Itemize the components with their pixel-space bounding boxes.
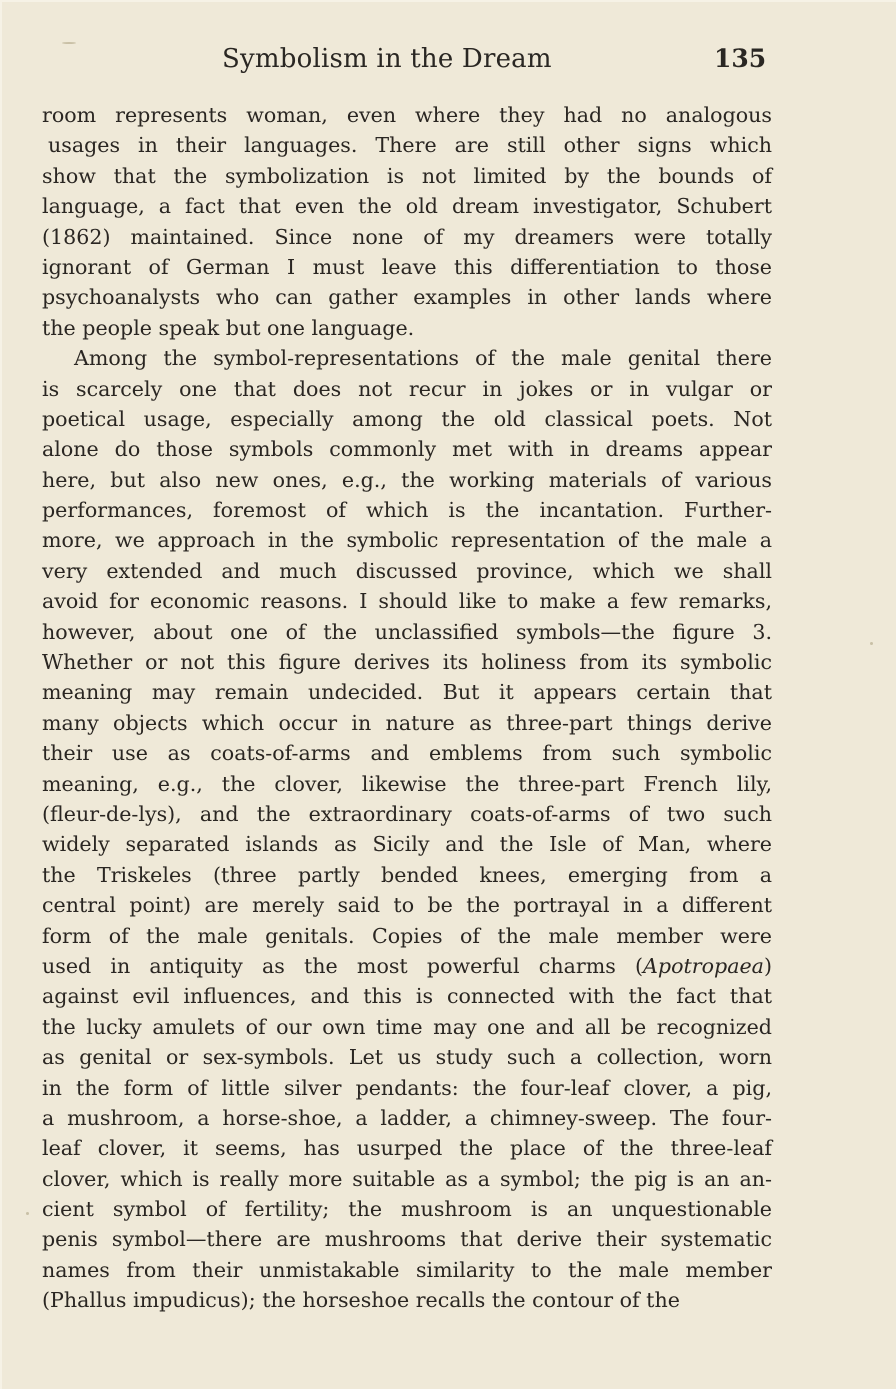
paper-speck bbox=[870, 642, 873, 645]
text-line: the lucky amulets of our own time may one and all be recognized bbox=[42, 1014, 772, 1039]
text-line: their use as coats-of-arms and emblems from such symbolic bbox=[42, 741, 772, 766]
text-line: as genital or sex-symbols. Let us study such a collection, worn bbox=[42, 1045, 772, 1070]
text-line: form of the male genitals. Copies of the male member were bbox=[42, 923, 772, 948]
text-line: leaf clover, it seems, has usurped the place of the three-leaf bbox=[42, 1136, 772, 1161]
text-line: is scarcely one that does not recur in jokes or in vulgar or bbox=[42, 376, 772, 401]
text-line: Among the symbol-representations of the male genital there bbox=[74, 346, 772, 371]
paper-speck bbox=[62, 42, 76, 44]
page-number: 135 bbox=[714, 44, 767, 73]
text-line: meaning may remain undecided. But it appears certain that bbox=[42, 680, 772, 705]
text-line: room represents woman, even where they had no analogous bbox=[42, 103, 772, 127]
text-line: language, a fact that even the old dream investigator, Schubert bbox=[42, 194, 772, 219]
running-head bbox=[2, 44, 896, 84]
text-line: a mushroom, a horse-shoe, a ladder, a chimney-sweep. The four- bbox=[42, 1105, 772, 1130]
text-line: clover, which is really more suitable as a symbol; the pig is an an- bbox=[42, 1166, 772, 1191]
paper-speck bbox=[26, 1212, 29, 1215]
text-line: in the form of little silver pendants: the four-leaf clover, a pig, bbox=[42, 1075, 772, 1100]
text-line: cient symbol of fertility; the mushroom is an unquestionable bbox=[42, 1197, 772, 1222]
text-line: avoid for economic reasons. I should like to make a few remarks, bbox=[42, 589, 772, 614]
text-line: poetical usage, especially among the old classical poets. Not bbox=[42, 406, 772, 431]
text-line: (fleur-de-lys), and the extraordinary coats-of-arms of two such bbox=[42, 801, 772, 826]
text-line: many objects which occur in nature as three-part things derive bbox=[42, 710, 772, 735]
text-line: Whether or not this figure derives its holiness from its symbolic bbox=[42, 650, 772, 675]
running-title: Symbolism in the Dream bbox=[222, 44, 552, 74]
text-line: (1862) maintained. Since none of my dreamers were totally bbox=[42, 224, 772, 249]
text-line: the people speak but one language. bbox=[42, 315, 415, 340]
text-line: more, we approach in the symbolic representation of the male a bbox=[42, 528, 772, 553]
text-line: alone do those symbols commonly met with in dreams appear bbox=[42, 437, 772, 462]
text-line: very extended and much discussed province, which we shall bbox=[42, 558, 772, 583]
text-line: central point) are merely said to be the portrayal in a different bbox=[42, 893, 772, 918]
text-line: widely separated islands as Sicily and the Isle of Man, where bbox=[42, 832, 772, 857]
text-line: meaning, e.g., the clover, likewise the three-part French lily, bbox=[42, 771, 772, 796]
text-line: against evil influences, and this is connected with the fact that bbox=[42, 984, 772, 1009]
text-line: used in antiquity as the most powerful charms (Apotropaea) bbox=[42, 953, 772, 978]
body-text bbox=[42, 100, 772, 1316]
text-line: show that the symbolization is not limited by the bounds of bbox=[42, 163, 772, 188]
text-line: here, but also new ones, e.g., the working materials of various bbox=[42, 467, 772, 492]
text-line: the Triskeles (three partly bended knees, emerging from a bbox=[42, 862, 772, 887]
text-line: however, about one of the unclassified symbols—the figure 3. bbox=[42, 619, 772, 644]
text-line: names from their unmistakable similarity to the male member bbox=[42, 1257, 772, 1282]
text-line: psychoanalysts who can gather examples in other lands where bbox=[42, 285, 772, 310]
text-line: usages in their languages. There are still other signs which bbox=[48, 133, 772, 158]
text-line: performances, foremost of which is the incantation. Further- bbox=[42, 498, 772, 523]
text-line: penis symbol—there are mushrooms that derive their systematic bbox=[42, 1227, 772, 1252]
text-line: (Phallus impudicus); the horseshoe recalls the contour of the bbox=[42, 1288, 680, 1313]
text-line: ignorant of German I must leave this differentiation to those bbox=[42, 254, 772, 279]
